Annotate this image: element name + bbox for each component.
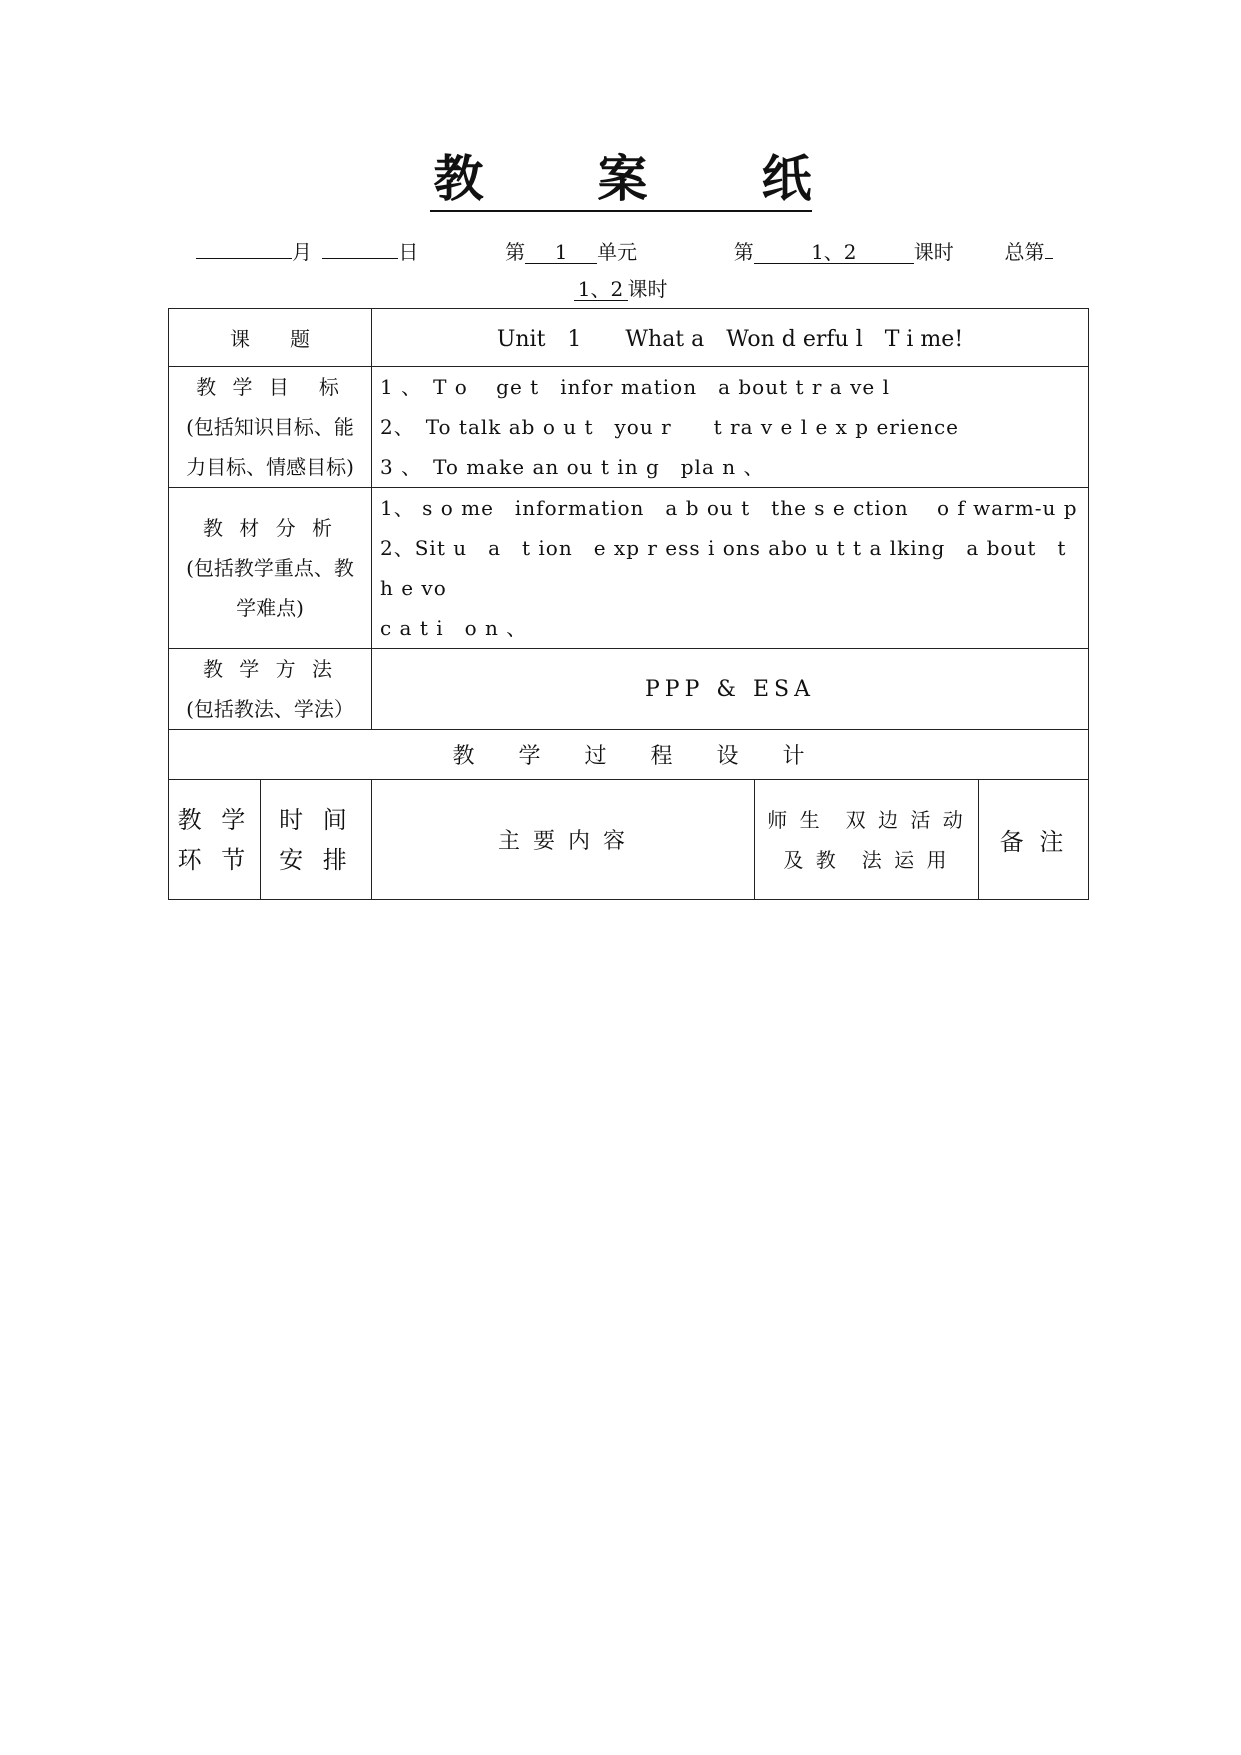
process-row — [169, 730, 1089, 780]
period-prefix: 第 — [733, 240, 754, 264]
day-field[interactable] — [322, 234, 398, 259]
day-label: 日 — [398, 240, 419, 264]
month-label: 月 — [292, 240, 312, 264]
total-value: 1、2 — [574, 276, 628, 301]
topic-value: Unit 1 What a Won d erfu l T i me! — [372, 309, 1089, 367]
goal-item: 3 、 To make an ou t in g pla n 、 — [380, 455, 765, 479]
topic-row — [169, 309, 1089, 367]
process-title: 教 学 过 程 设 计 — [169, 730, 1089, 780]
method-label-cell — [169, 649, 372, 730]
goals-row — [169, 367, 1089, 488]
analysis-row — [169, 488, 1089, 649]
goals-cell — [372, 367, 1089, 488]
analysis-item: 2、Sit u a t ion e xp r ess i ons abo u t t a lking a bout t h e vo — [380, 536, 1067, 600]
method-row — [169, 649, 1089, 730]
method-label: 教 学 方 法 — [202, 657, 338, 681]
unit-prefix: 第 — [505, 240, 526, 264]
unit-value: 1 — [525, 239, 597, 264]
topic-label: 课 题 — [169, 309, 372, 367]
unit-suffix: 单元 — [597, 240, 638, 264]
analysis-label-cell — [169, 488, 372, 649]
title-char-3: 纸 — [761, 150, 812, 208]
meta-line — [196, 234, 1076, 267]
col-time-header: 时 间 安 排 — [261, 780, 372, 900]
process-header-row — [169, 780, 1089, 900]
total-suffix: 课时 — [627, 277, 668, 301]
month-field[interactable] — [196, 234, 292, 259]
goal-item: 2、 To talk ab o u t you r t ra v e l e x p erience — [380, 415, 960, 439]
analysis-cell — [372, 488, 1089, 649]
method-value: PPP & ESA — [372, 649, 1089, 730]
lesson-plan-table — [168, 308, 1089, 900]
col-activity-header: 师 生 双 边 活 动 及 教 法 运 用 — [755, 780, 979, 900]
period-value: 1、2 — [754, 239, 914, 264]
col-stage-header: 教 学 环 节 — [169, 780, 261, 900]
goals-label: 教 学 目 标 — [196, 375, 344, 399]
col-content-header: 主 要 内 容 — [372, 780, 755, 900]
title-char-2: 案 — [597, 150, 648, 208]
method-sub: (包括教法、学法） — [186, 697, 354, 721]
total-prefix: 总第 — [1004, 240, 1045, 264]
analysis-label: 教 材 分 析 — [202, 516, 338, 540]
goals-label-cell — [169, 367, 372, 488]
period-suffix: 课时 — [913, 240, 954, 264]
meta-line-2 — [0, 274, 1241, 304]
analysis-sub: (包括教学重点、教学难点) — [186, 556, 354, 620]
title-char-1: 教 — [433, 150, 484, 208]
analysis-item: c a t i o n 、 — [380, 616, 528, 640]
page-title — [0, 148, 1241, 218]
goal-item: 1 、 T o ge t infor mation a bout t r a ve l — [380, 375, 890, 399]
analysis-item: 1、 s o me information a b ou t the s e ction o f warm-u p — [380, 496, 1078, 520]
col-notes-header: 备 注 — [979, 780, 1089, 900]
goals-sub: (包括知识目标、能力目标、情感目标) — [186, 415, 354, 479]
